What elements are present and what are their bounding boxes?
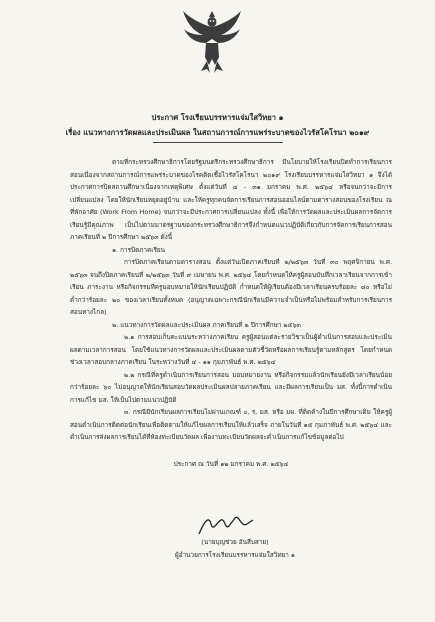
paragraph-section-1: การปิดภาคเรียนตามตารางสอน ตั้งแต่วันเปิดภาคเรียนที่ ๒/๒๕๖๓ วันที่ ๓๐ พฤศจิกายน พ.ศ. ๒๕๖๓ จนถึงปิดภาคเรียนที่ ๒/๒๕๖๓ วันที่ ๙ เมษายน พ.ศ. ๒๕๖๔ โดยกำหนดให้ครูผู้สอนบันทึกเวลาเรียนจากการเข้าเรียน ภาระงาน หรือกิจกรรมที่ครูมอบหมายให้นักเรียนปฏิบัติ กำหนดให้ผู้เรียนต้องมีเวลาเรียนครบร้อยละ ๘๐ หรือไม่ต่ำกว่าร้อยละ ๒๐ ของเวลาเรียนทั้งหมด (อนุญาตเฉพาะกรณีนักเรียนมีความจำเป็นหรือไม่พร้อมสำหรับการเรียนการสอนทางไกล) bbox=[70, 258, 392, 316]
paragraph-section-3: ๓. กรณีมีนักเรียนผลการเรียนไม่ผ่านเกณฑ์ ๐, ร, มส. หรือ มผ. ที่ติดค้างในปีการศึกษาเดิม ให้ครูผู้สอนดำเนินการติดต่อนักเรียนเพื่อติดตามให้แก้ไขผลการเรียนให้แล้วเสร็จ ภายในวันที่ ๑๕ กุมภาพันธ์ พ.ศ. ๒๕๖๔ และดำเนินการส่งผลการเรียนได้ที่ห้องทะเบียนวัดผล เพื่องานทะเบียนวัดผลจะดำเนินการแก้ไขข้อมูลต่อไป bbox=[70, 408, 392, 441]
signer-title: ผู้อำนวยการโรงเรียนบรรหารแจ่มใสวิทยา ๑ bbox=[175, 551, 295, 559]
section-2-title: ๒. แนวทางการวัดผลและประเมินผล ภาคเรียนที่ ๒ ปีการศึกษา ๒๕๖๓ bbox=[112, 320, 301, 329]
heading-divider bbox=[153, 142, 283, 143]
signer-name: (นายบุญช่วย อันสืบสาย) bbox=[201, 538, 269, 546]
announcement-body bbox=[70, 156, 392, 470]
paragraph-section-2-2: ๒.๒ กรณีที่ครูดำเนินการเรียนการสอน มอบหมายงาน หรือกิจกรรมแล้วนักเรียนยังมีเวลาเรียนน้อยกว่าร้อยละ ๖๐ ไม่อนุญาตให้นักเรียนสอบวัดผลประเมินผลปลายภาคเรียน และมีผลการเรียนเป็น มส. ทั้งนี้การดำเนินการแก้ไข มส. ให้เป็นไปตามแนวปฏิบัติ bbox=[70, 370, 392, 404]
garuda-emblem bbox=[181, 9, 243, 75]
signature-block bbox=[175, 536, 295, 562]
announcement-subject: เรื่อง แนวทางการวัดผลและประเมินผล ในสถานการณ์การแพร่ระบาดของไวรัสโคโรนา ๒๐๑๙ bbox=[65, 128, 370, 137]
paragraph-intro: ตามที่กระทรวงศึกษาธิการโดยรัฐมนตรีกระทรวงศึกษาธิการ มีนโยบายให้โรงเรียนปิดทำการเรียนการสอนเนื่องจากสถานการณ์การแพร่ระบาดของโรคติดเชื้อไวรัสโคโรนา ๒๐๑๙ โรงเรียนบรรหารแจ่มใสวิทยา ๑ จึงได้ประกาศการปิดสถานศึกษาเนื่องจากเหตุพิเศษ ตั้งแต่วันที่ ๔ - ๓๑ มกราคม พ.ศ. ๒๕๖๔ หรือจนกว่าจะมีการเปลี่ยนแปลง โดยให้นักเรียนหยุดอยู่บ้าน และให้ครูทุกคนจัดการเรียนการสอนออนไลน์ตามตารางสอนของโรงเรียน ณ ที่พักอาศัย (Work From Home) จนกว่าจะมีประกาศการเปลี่ยนแปลง ทั้งนี้ เพื่อให้การวัดผลและประเมินผลการจัดการเรียนรู้มีคุณภาพ เป็นไปตามมาตรฐานของกระทรวงศึกษาธิการจึงกำหนดแนวปฏิบัติเกี่ยวกับการจัดการเรียนการสอน ภาคเรียนที่ ๒ ปีการศึกษา ๒๕๖๓ ดังนี้ bbox=[70, 158, 392, 241]
paragraph-section-2-1: ๒.๑ การสอบเก็บคะแนนระหว่างภาคเรียน ครูผู้สอนแต่ละรายวิชาเป็นผู้ดำเนินการสอบและประเมินผลตามเวลาการสอน โดยใช้แนวทางการวัดผลและประเมินผลตามตัวชี้วัดหรือผลการเรียนรู้ตามหลักสูตร โดยกำหนดช่วงเวลาสอบกลางภาคเรียน ในระหว่างวันที่ ๔ - ๑๑ กุมภาพันธ์ พ.ศ. ๒๕๖๔ bbox=[70, 333, 392, 366]
section-1-title: ๑. การปิดภาคเรียน bbox=[112, 245, 166, 254]
announcement-date: ประกาศ ณ วันที่ ๑๒ มกราคม พ.ศ. ๒๕๖๔ bbox=[173, 459, 289, 468]
announcement-heading: ประกาศ โรงเรียนบรรหารแจ่มใสวิทยา ๑ bbox=[151, 113, 284, 122]
